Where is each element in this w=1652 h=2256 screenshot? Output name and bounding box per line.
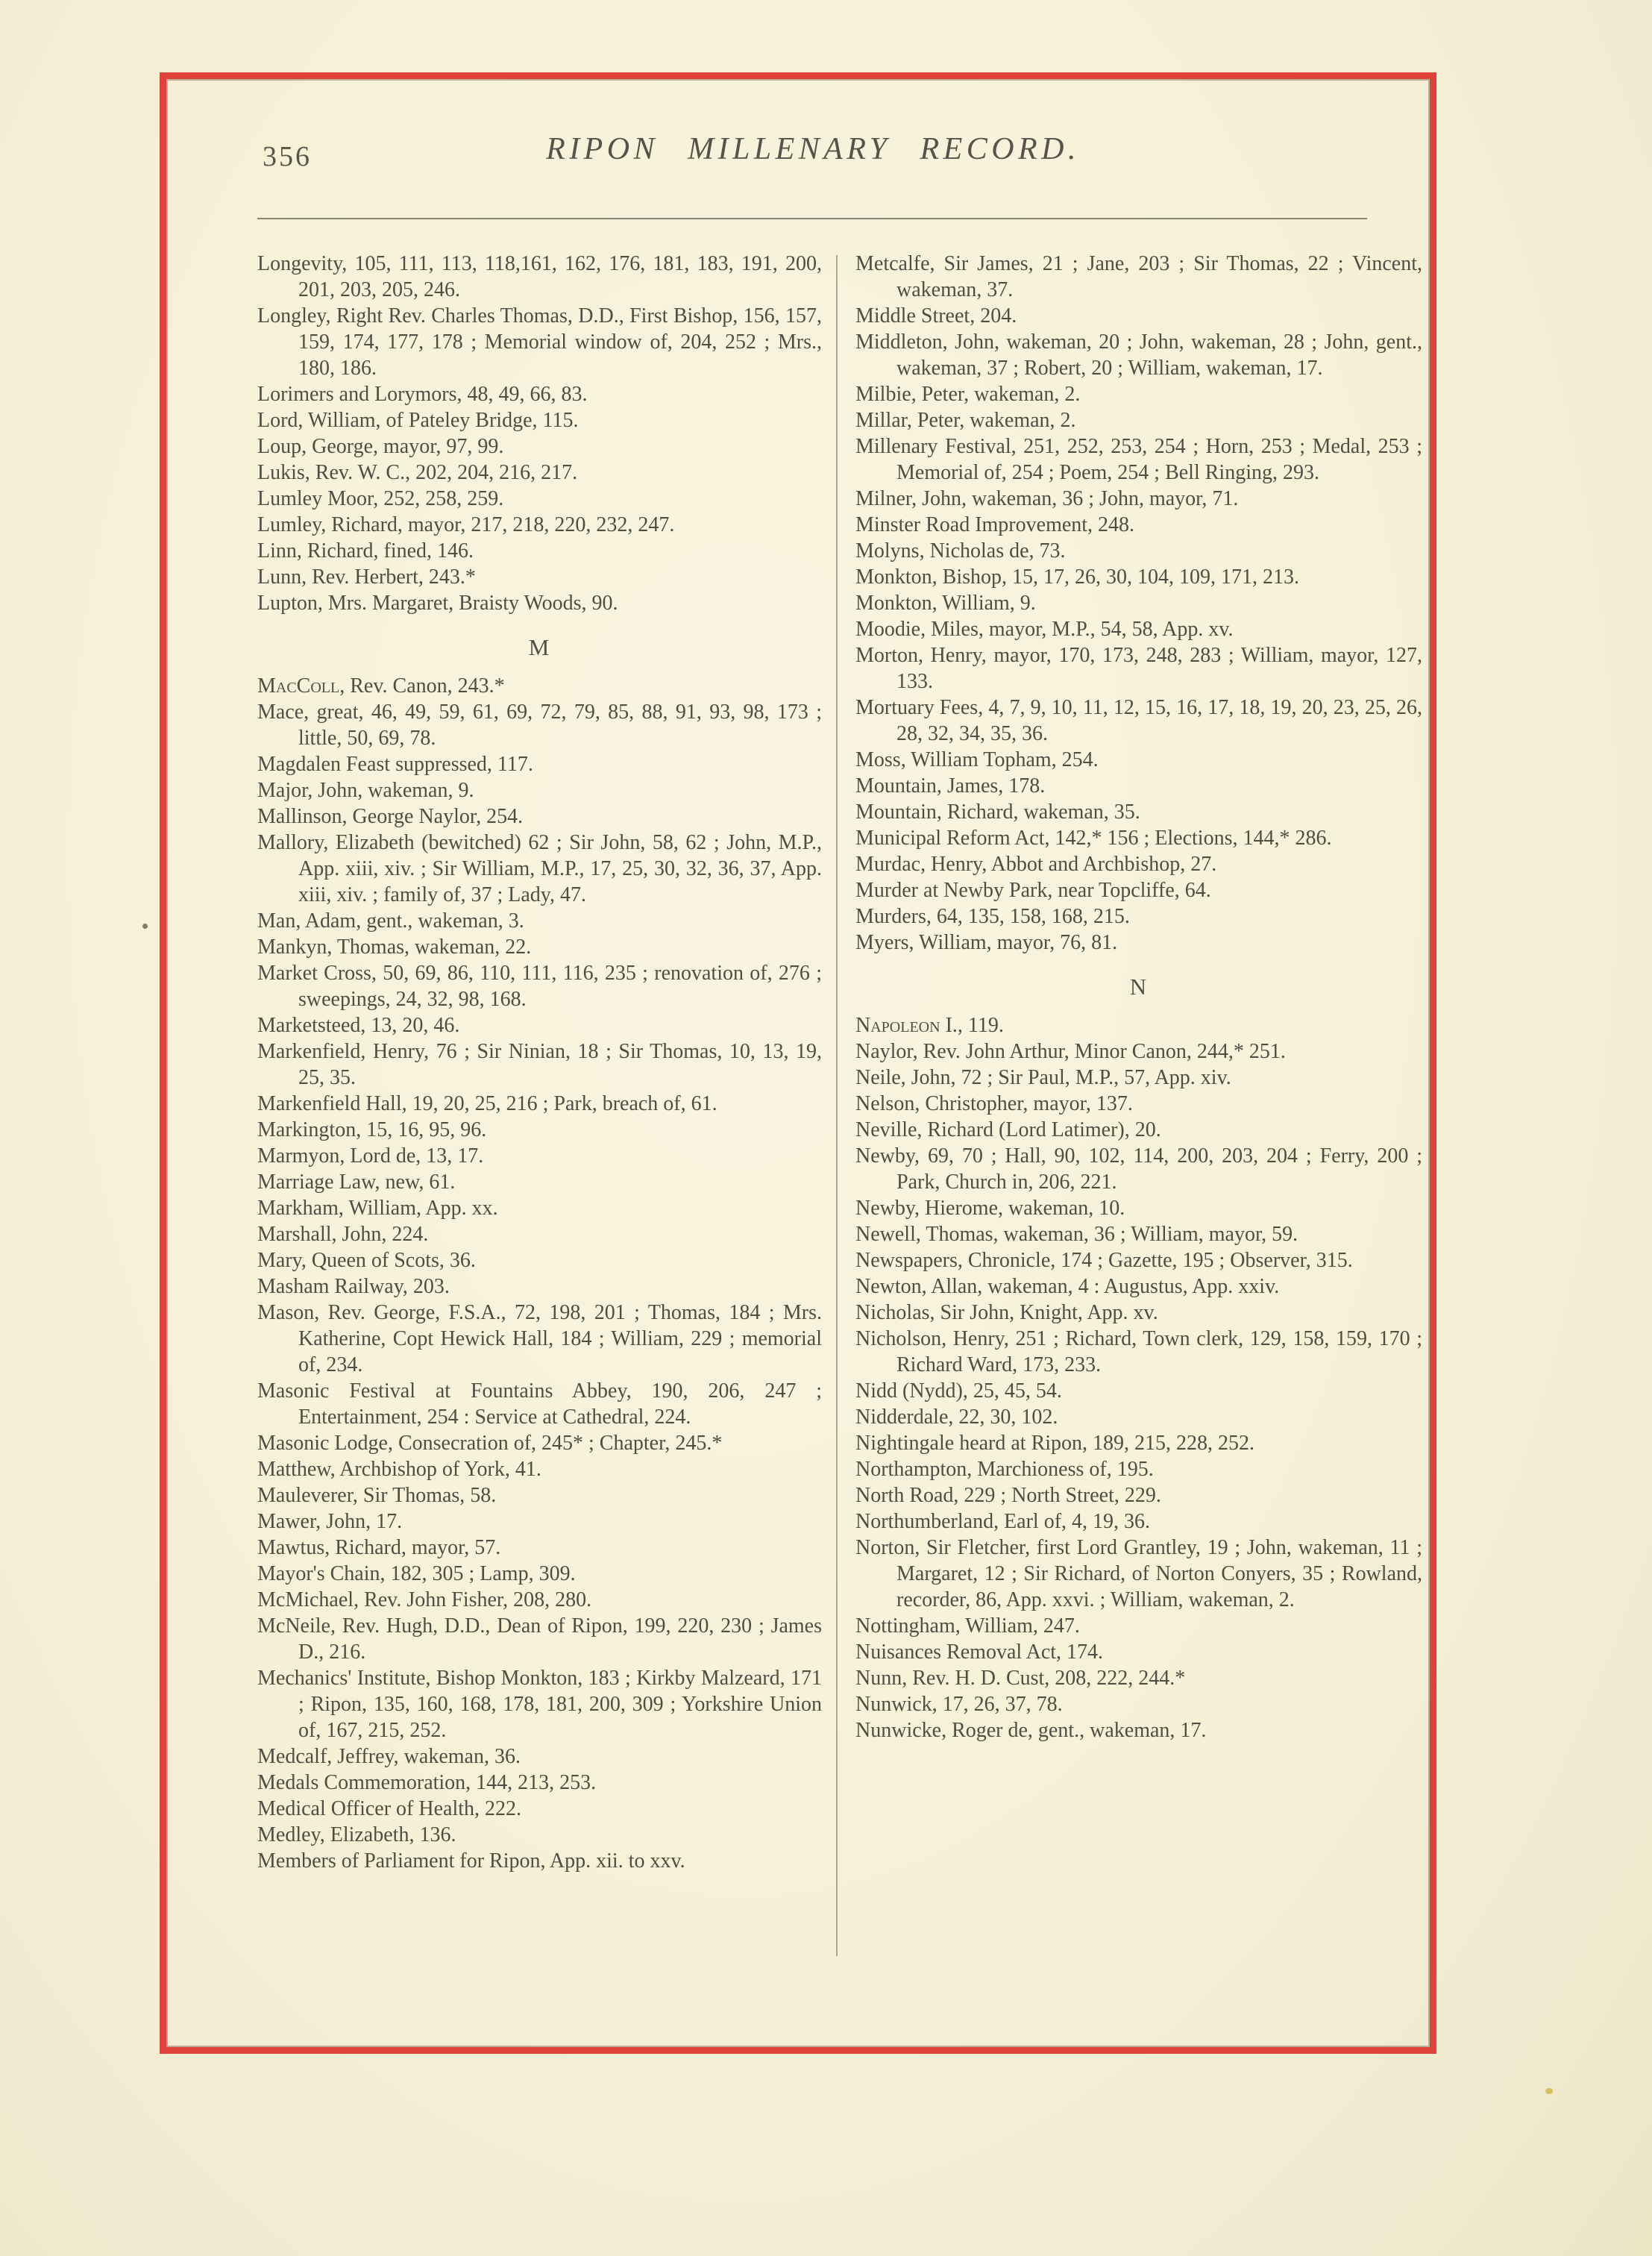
index-entry: Mallory, Elizabeth (bewitched) 62 ; Sir John, 58, 62 ; John, M.P., App. xiii, xiv. ; Sir William, M.P., 17, 25, 30, 32, 36, 37, App. xiii, xiv. ; family of, 37 ; Lady, 47.: [257, 831, 822, 906]
index-entry: Markington, 15, 16, 95, 96.: [257, 1118, 487, 1141]
index-entry: Nuisances Removal Act, 174.: [855, 1641, 1104, 1664]
index-entry: McNeile, Rev. Hugh, D.D., Dean of Ripon, 199, 220, 230 ; James D., 216.: [257, 1614, 822, 1664]
index-entry: Neville, Richard (Lord Latimer), 20.: [855, 1118, 1161, 1141]
index-entry: Nicholas, Sir John, Knight, App. xv.: [855, 1301, 1158, 1324]
index-entry: Medals Commemoration, 144, 213, 253.: [257, 1771, 597, 1794]
index-entry: Mawtus, Richard, mayor, 57.: [257, 1536, 501, 1559]
index-entry: Lumley Moor, 252, 258, 259.: [257, 487, 504, 510]
index-entry: Lunn, Rev. Herbert, 243.*: [257, 565, 476, 589]
header-rule: [257, 218, 1367, 219]
index-entry: Matthew, Archbishop of York, 41.: [257, 1458, 541, 1481]
index-entry: Millenary Festival, 251, 252, 253, 254 ; Horn, 253 ; Medal, 253 ; Memorial of, 254 ; Poem, 254 ; Bell Ringing, 293.: [855, 435, 1422, 484]
index-entry: Northumberland, Earl of, 4, 19, 36.: [855, 1510, 1151, 1533]
index-entry: Myers, William, mayor, 76, 81.: [855, 931, 1118, 954]
index-entry: Market Cross, 50, 69, 86, 110, 111, 116, 235 ; renovation of, 276 ; sweepings, 24, 32, 98, 168.: [257, 962, 822, 1011]
index-entry: Murders, 64, 135, 158, 168, 215.: [855, 905, 1130, 928]
index-entry: Murder at Newby Park, near Topcliffe, 64.: [855, 879, 1211, 902]
index-entry: Marketsteed, 13, 20, 46.: [257, 1014, 460, 1037]
index-column-left: [257, 251, 822, 1874]
index-entry: Nightingale heard at Ripon, 189, 215, 228, 252.: [855, 1432, 1255, 1455]
index-entry: Longley, Right Rev. Charles Thomas, D.D., First Bishop, 156, 157, 159, 174, 177, 178 ; Memorial window of, 204, 252 ; Mrs., 180, 186.: [257, 304, 822, 380]
index-entry: Masonic Festival at Fountains Abbey, 190, 206, 247 ; Entertainment, 254 : Service at Cathedral, 224.: [257, 1379, 822, 1429]
index-entry: Linn, Richard, fined, 146.: [257, 539, 474, 563]
index-entry: Medcalf, Jeffrey, wakeman, 36.: [257, 1745, 521, 1768]
index-entry: Mace, great, 46, 49, 59, 61, 69, 72, 79, 85, 88, 91, 93, 98, 173 ; little, 50, 69, 78.: [257, 701, 822, 750]
index-entry: Lumley, Richard, mayor, 217, 218, 220, 232, 247.: [257, 513, 675, 536]
index-entry: MacColl, Rev. Canon, 243.*: [257, 674, 505, 698]
index-entry: Morton, Henry, mayor, 170, 173, 248, 283 ; William, mayor, 127, 133.: [855, 644, 1422, 693]
index-entry: Milbie, Peter, wakeman, 2.: [855, 383, 1081, 406]
index-entry: Middleton, John, wakeman, 20 ; John, wakeman, 28 ; John, gent., wakeman, 37 ; Robert, 20 ; William, wakeman, 17.: [855, 330, 1422, 380]
index-entry: McMichael, Rev. John Fisher, 208, 280.: [257, 1588, 592, 1611]
index-entry: Markenfield, Henry, 76 ; Sir Ninian, 18 ; Sir Thomas, 10, 13, 19, 25, 35.: [257, 1040, 822, 1089]
index-entry: Mawer, John, 17.: [257, 1510, 403, 1533]
index-entry: Newby, 69, 70 ; Hall, 90, 102, 114, 200, 203, 204 ; Ferry, 200 ; Park, Church in, 206, 221.: [855, 1144, 1422, 1194]
index-entry: Markham, William, App. xx.: [257, 1197, 498, 1220]
index-entry: Mary, Queen of Scots, 36.: [257, 1249, 476, 1272]
index-entry: Nicholson, Henry, 251 ; Richard, Town clerk, 129, 158, 159, 170 ; Richard Ward, 173, 233.: [855, 1327, 1422, 1376]
index-entry: Markenfield Hall, 19, 20, 25, 216 ; Park, breach of, 61.: [257, 1092, 717, 1115]
page-number: 356: [263, 141, 312, 172]
index-entry: Lord, William, of Pateley Bridge, 115.: [257, 409, 579, 432]
index-entry: Medley, Elizabeth, 136.: [257, 1823, 456, 1846]
index-entry: Nottingham, William, 247.: [855, 1614, 1080, 1638]
index-entry: Monkton, William, 9.: [855, 592, 1036, 615]
index-entry: Marriage Law, new, 61.: [257, 1171, 456, 1194]
index-entry: Major, John, wakeman, 9.: [257, 779, 474, 802]
index-entry: Nunn, Rev. H. D. Cust, 208, 222, 244.*: [855, 1667, 1186, 1690]
column-divider: [836, 255, 838, 1956]
index-entry-smallcaps-lead: Napoleon: [855, 1014, 940, 1037]
index-entry: Napoleon I., 119.: [855, 1014, 1004, 1037]
index-entry: Moodie, Miles, mayor, M.P., 54, 58, App. xv.: [855, 618, 1234, 641]
index-entry: Newton, Allan, wakeman, 4 : Augustus, App. xxiv.: [855, 1275, 1280, 1298]
index-entry: Magdalen Feast suppressed, 117.: [257, 753, 533, 776]
index-column-right: [855, 251, 1422, 1743]
index-entry: Mortuary Fees, 4, 7, 9, 10, 11, 12, 15, 16, 17, 18, 19, 20, 23, 25, 26, 28, 32, 34, 35, 36.: [855, 696, 1422, 745]
index-entry: Loup, George, mayor, 97, 99.: [257, 435, 504, 458]
index-entry: Millar, Peter, wakeman, 2.: [855, 409, 1076, 432]
index-entry: Nunwicke, Roger de, gent., wakeman, 17.: [855, 1719, 1207, 1742]
index-entry: Lupton, Mrs. Margaret, Braisty Woods, 90.: [257, 592, 618, 615]
index-entry: Members of Parliament for Ripon, App. xii. to xxv.: [257, 1849, 685, 1873]
index-entry: Nelson, Christopher, mayor, 137.: [855, 1092, 1133, 1115]
index-entry: Norton, Sir Fletcher, first Lord Grantley, 19 ; John, wakeman, 11 ; Margaret, 12 ; Sir Richard, of Norton Conyers, 35 ; Rowland, recorder, 86, App. xxvi. ; William, wakeman, 2.: [855, 1536, 1422, 1611]
index-entry: Minster Road Improvement, 248.: [855, 513, 1135, 536]
index-entry: Mason, Rev. George, F.S.A., 72, 198, 201 ; Thomas, 184 ; Mrs. Katherine, Copt Hewick Hall, 184 ; William, 229 ; memorial of, 234.: [257, 1301, 822, 1376]
index-entry: Moss, William Topham, 254.: [855, 748, 1099, 771]
index-entry-smallcaps-lead: MacColl: [257, 674, 340, 698]
section-heading: M: [528, 634, 551, 660]
index-entry: Lukis, Rev. W. C., 202, 204, 216, 217.: [257, 461, 578, 484]
running-title: RIPON MILLENARY RECORD.: [546, 132, 1080, 166]
index-entry: Newell, Thomas, wakeman, 36 ; William, mayor, 59.: [855, 1223, 1298, 1246]
index-entry: Mountain, James, 178.: [855, 774, 1046, 798]
index-entry: Monkton, Bishop, 15, 17, 26, 30, 104, 109, 171, 213.: [855, 565, 1300, 589]
index-entry: Marmyon, Lord de, 13, 17.: [257, 1144, 484, 1168]
index-entry: Mankyn, Thomas, wakeman, 22.: [257, 936, 532, 959]
index-entry: Milner, John, wakeman, 36 ; John, mayor, 71.: [855, 487, 1239, 510]
index-entry: Neile, John, 72 ; Sir Paul, M.P., 57, App. xiv.: [855, 1066, 1231, 1089]
index-entry: Northampton, Marchioness of, 195.: [855, 1458, 1154, 1481]
index-entry: Masonic Lodge, Consecration of, 245* ; Chapter, 245.*: [257, 1432, 723, 1455]
index-entry: Marshall, John, 224.: [257, 1223, 429, 1246]
index-entry: Lorimers and Lorymors, 48, 49, 66, 83.: [257, 383, 588, 406]
index-entry: Nunwick, 17, 26, 37, 78.: [855, 1693, 1063, 1716]
index-entry: Newby, Hierome, wakeman, 10.: [855, 1197, 1125, 1220]
index-entry: Mountain, Richard, wakeman, 35.: [855, 800, 1140, 824]
index-entry: Nidderdale, 22, 30, 102.: [855, 1406, 1058, 1429]
index-entry: Longevity, 105, 111, 113, 118,161, 162, 176, 181, 183, 191, 200, 201, 203, 205, 246.: [257, 252, 822, 301]
index-entry: Mallinson, George Naylor, 254.: [257, 805, 524, 828]
index-entry: Naylor, Rev. John Arthur, Minor Canon, 244,* 251.: [855, 1040, 1286, 1063]
index-entry: Metcalfe, Sir James, 21 ; Jane, 203 ; Sir Thomas, 22 ; Vincent, wakeman, 37.: [855, 252, 1422, 301]
index-entry: North Road, 229 ; North Street, 229.: [855, 1484, 1161, 1507]
index-entry: Nidd (Nydd), 25, 45, 54.: [855, 1379, 1062, 1403]
index-entry: Municipal Reform Act, 142,* 156 ; Elections, 144,* 286.: [855, 827, 1332, 850]
index-entry: Masham Railway, 203.: [257, 1275, 450, 1298]
paper-speck: [1545, 2088, 1553, 2094]
index-entry: Middle Street, 204.: [855, 304, 1017, 328]
section-heading: N: [1129, 974, 1149, 1000]
index-entry: Man, Adam, gent., wakeman, 3.: [257, 909, 524, 933]
index-entry: Mauleverer, Sir Thomas, 58.: [257, 1484, 497, 1507]
paper-speck: [142, 924, 148, 929]
index-entry: Newspapers, Chronicle, 174 ; Gazette, 195 ; Observer, 315.: [855, 1249, 1353, 1272]
index-entry: Mayor's Chain, 182, 305 ; Lamp, 309.: [257, 1562, 576, 1585]
index-entry: Molyns, Nicholas de, 73.: [855, 539, 1066, 563]
index-entry: Mechanics' Institute, Bishop Monkton, 183 ; Kirkby Malzeard, 171 ; Ripon, 135, 160, 168, 178, 181, 200, 309 ; Yorkshire Union of, 167, 215, 252.: [257, 1667, 822, 1742]
index-entry: Medical Officer of Health, 222.: [257, 1797, 522, 1820]
index-entry: Murdac, Henry, Abbot and Archbishop, 27.: [855, 853, 1217, 876]
